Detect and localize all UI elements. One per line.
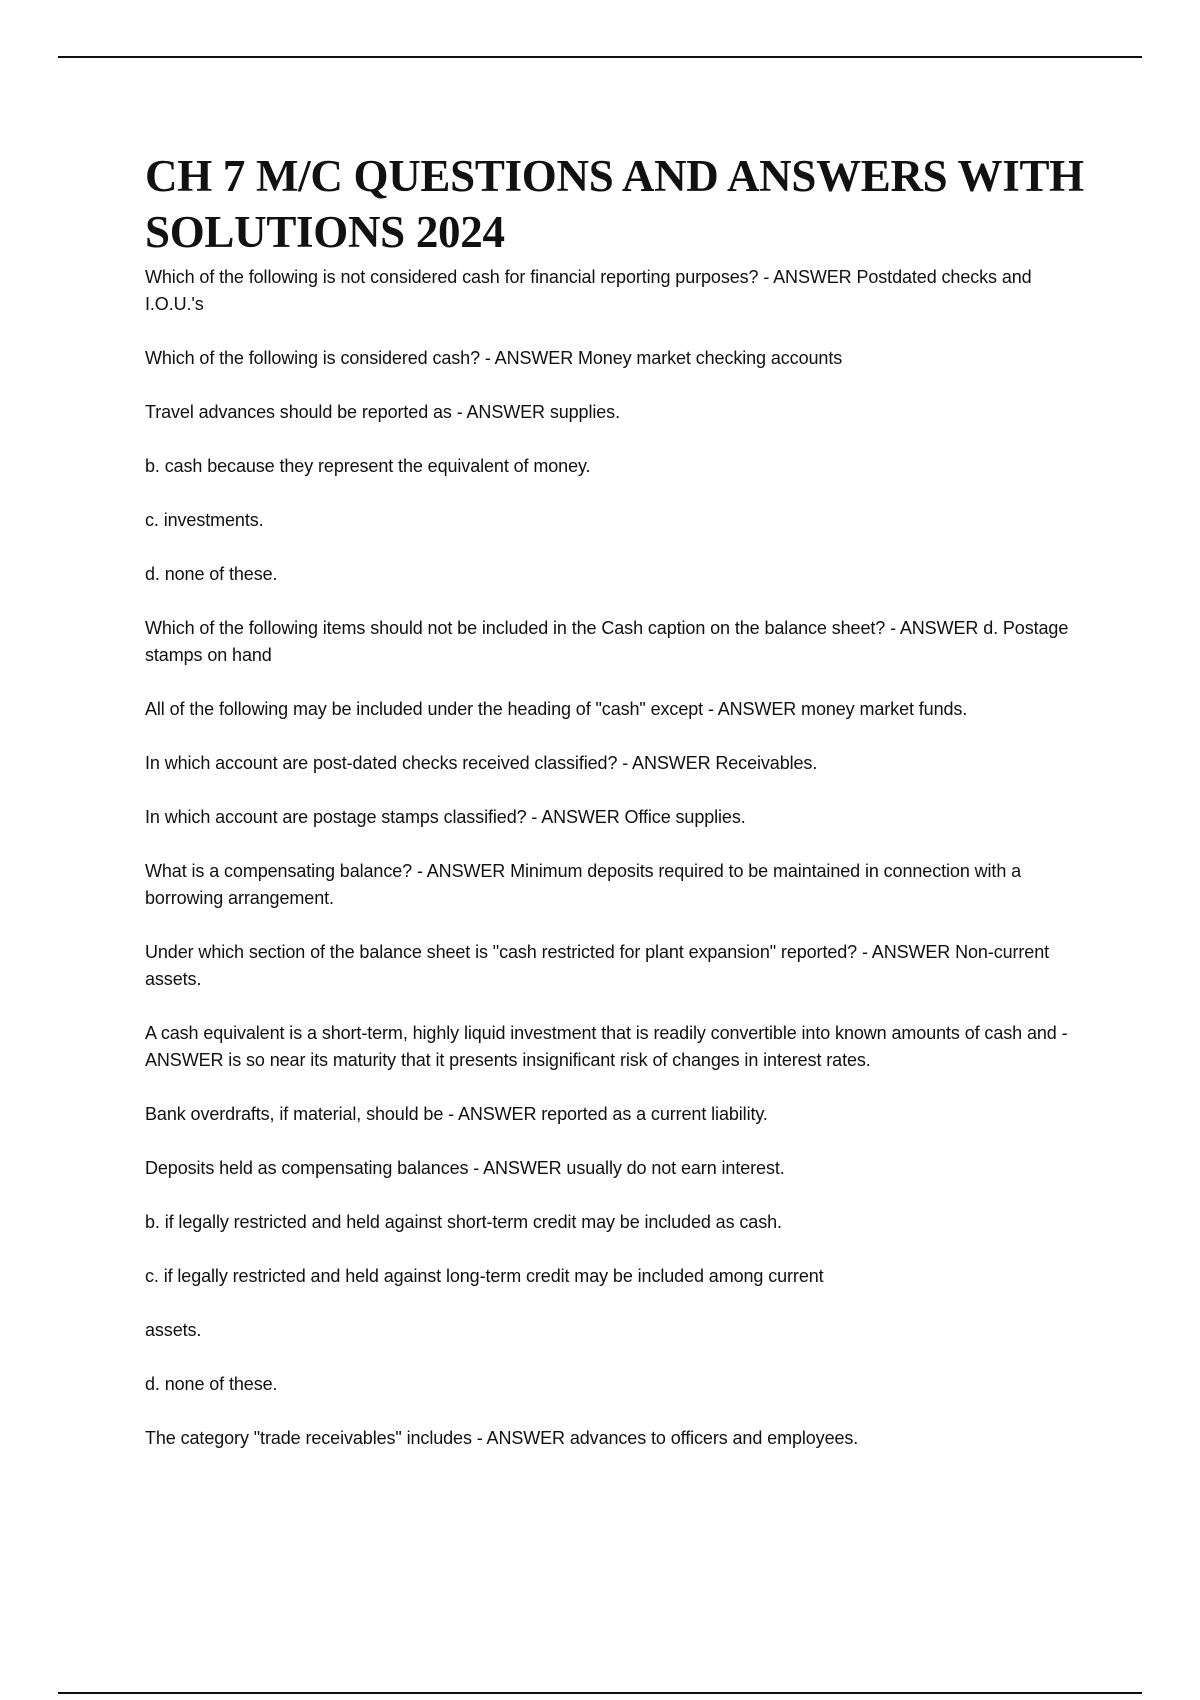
qa-paragraph: Which of the following items should not be included in the Cash caption on the balance sheet? - ANSWER d. Postage stamps on hand bbox=[145, 618, 1069, 665]
qa-paragraph: Deposits held as compensating balances - ANSWER usually do not earn interest. bbox=[145, 1158, 785, 1178]
qa-paragraph: All of the following may be included under the heading of "cash" except - ANSWER money market funds. bbox=[145, 699, 968, 719]
top-rule bbox=[58, 56, 1142, 58]
document-title: CH 7 M/C QUESTIONS AND ANSWERS WITH SOLUTIONS 2024 bbox=[145, 151, 1084, 257]
qa-paragraph: d. none of these. bbox=[145, 564, 278, 584]
qa-paragraph: In which account are postage stamps classified? - ANSWER Office supplies. bbox=[145, 807, 746, 827]
qa-paragraph: Travel advances should be reported as - ANSWER supplies. bbox=[145, 402, 620, 422]
qa-paragraph: d. none of these. bbox=[145, 1374, 278, 1394]
qa-paragraph: assets. bbox=[145, 1320, 202, 1340]
qa-paragraph: Bank overdrafts, if material, should be - ANSWER reported as a current liability. bbox=[145, 1104, 768, 1124]
qa-paragraph: Which of the following is not considered cash for financial reporting purposes? - ANSWER Postdated checks and I.O.U.'s bbox=[145, 267, 1032, 314]
qa-paragraph: The category "trade receivables" includes - ANSWER advances to officers and employees. bbox=[145, 1428, 859, 1448]
qa-paragraph: b. if legally restricted and held against short-term credit may be included as cash. bbox=[145, 1212, 782, 1232]
qa-paragraph: In which account are post-dated checks received classified? - ANSWER Receivables. bbox=[145, 753, 818, 773]
qa-paragraph: A cash equivalent is a short-term, highly liquid investment that is readily convertible into known amounts of cash and - ANSWER is so near its maturity that it presents insignificant risk of changes in interest rates. bbox=[145, 1023, 1068, 1070]
qa-paragraph: c. if legally restricted and held against long-term credit may be included among current bbox=[145, 1266, 824, 1286]
bottom-rule bbox=[58, 1692, 1142, 1694]
qa-list bbox=[145, 264, 1095, 1452]
qa-paragraph: Under which section of the balance sheet is "cash restricted for plant expansion" reported? - ANSWER Non-current assets. bbox=[145, 942, 1050, 989]
qa-paragraph: b. cash because they represent the equivalent of money. bbox=[145, 456, 591, 476]
qa-paragraph: c. investments. bbox=[145, 510, 264, 530]
document-body bbox=[145, 148, 1095, 1479]
qa-paragraph: Which of the following is considered cash? - ANSWER Money market checking accounts bbox=[145, 348, 843, 368]
qa-paragraph: What is a compensating balance? - ANSWER Minimum deposits required to be maintained in connection with a borrowing arrangement. bbox=[145, 861, 1022, 908]
